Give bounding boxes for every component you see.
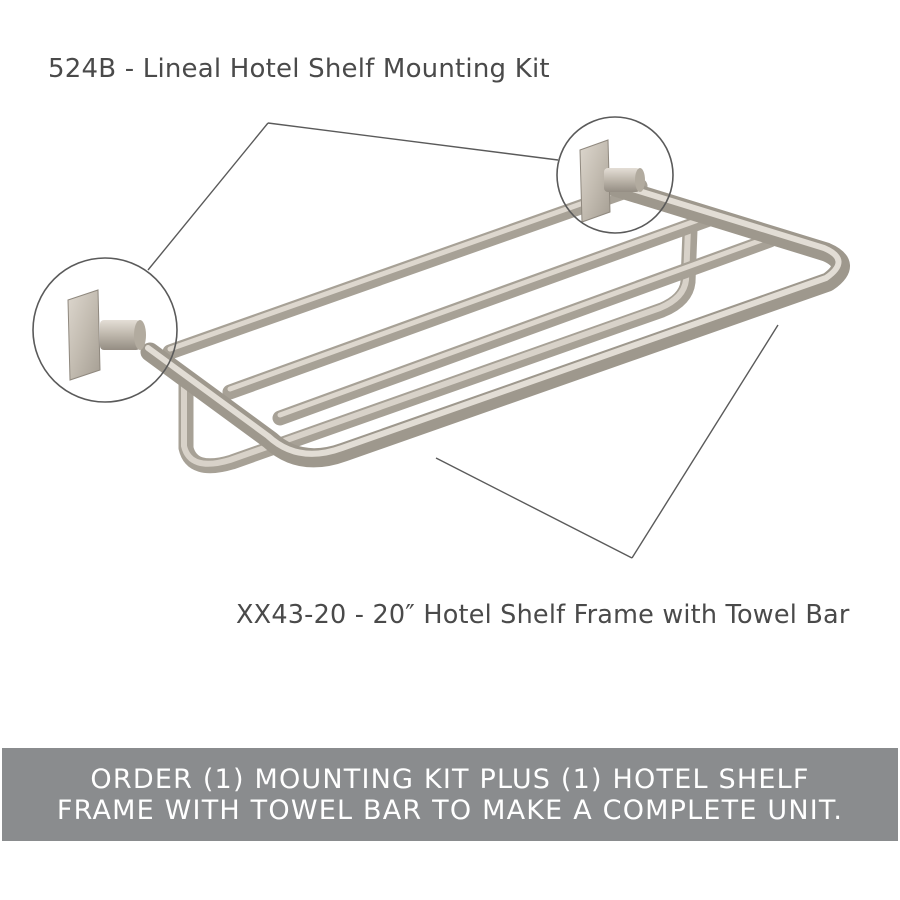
banner-line-1: ORDER (1) MOUNTING KIT PLUS (1) HOTEL SHELF [90, 764, 810, 795]
right-mounting-bracket [580, 140, 645, 222]
shelf-frame-caption: XX43-20 - 20″ Hotel Shelf Frame with Towel Bar [236, 600, 850, 630]
order-instructions-banner [2, 748, 898, 841]
left-mounting-bracket [68, 290, 146, 380]
mounting-kit-caption: 524B - Lineal Hotel Shelf Mounting Kit [48, 54, 550, 84]
banner-line-2: FRAME WITH TOWEL BAR TO MAKE A COMPLETE UNIT. [56, 795, 844, 826]
